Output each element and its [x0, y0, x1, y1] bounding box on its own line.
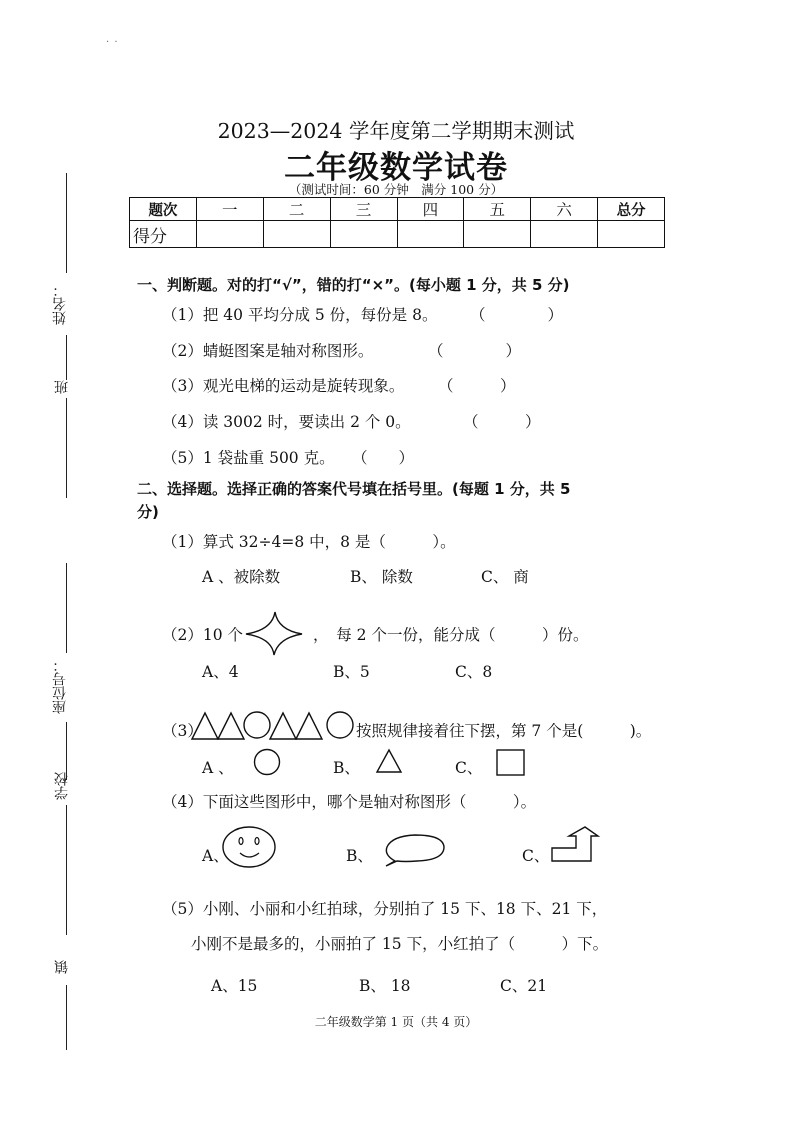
q5-text-line2: 小刚不是最多的，小丽拍了 15 下，小红拍了（ ）下。 [191, 935, 609, 953]
q1-option-a[interactable]: A 、被除数 [202, 568, 281, 586]
score-header-cell: 题次 [130, 198, 197, 221]
header-dots: . . [106, 34, 119, 45]
q5-option-b[interactable]: B、 18 [359, 977, 411, 995]
score-table-score-row [130, 221, 665, 248]
q3-option-c[interactable]: C、 [455, 759, 483, 777]
score-header-cell: 三 [330, 198, 397, 221]
section2-heading: 二、选择题。选择正确的答案代号填在括号里。(每题 1 分，共 5 [137, 480, 571, 498]
score-header-cell: 二 [263, 198, 330, 221]
q1-option-c[interactable]: C、 商 [481, 568, 529, 586]
exam-time-note: （测试时间：60 分钟 满分 100 分） [288, 182, 504, 197]
s1-answer-5[interactable]: （ ） [352, 449, 415, 467]
s1-item-5: （5）1 袋盐重 500 克。 [162, 449, 335, 467]
margin-line [66, 563, 67, 653]
school-label: 学校 [54, 772, 70, 800]
score-header-cell: 四 [397, 198, 464, 221]
q2-prefix: （2）10 个 [162, 626, 244, 644]
margin-line [66, 805, 67, 935]
q4-option-c[interactable]: C、 [522, 847, 550, 865]
score-cell[interactable] [464, 221, 531, 248]
q3-suffix: 按照规律接着往下摆，第 7 个是( )。 [356, 722, 652, 740]
s1-answer-1[interactable]: （ ） [470, 306, 564, 324]
margin-line [66, 335, 67, 380]
s1-item-4: （4）读 3002 时，要读出 2 个 0。 [162, 413, 411, 431]
score-header-cell: 总分 [598, 198, 665, 221]
q2-suffix: ， 每 2 个一份，能分成（ ）份。 [313, 626, 589, 644]
score-cell[interactable] [397, 221, 464, 248]
q2-option-a[interactable]: A、4 [202, 663, 239, 681]
s1-answer-3[interactable]: （ ） [438, 377, 516, 395]
s1-item-2: （2）蜻蜓图案是轴对称图形。 [162, 342, 374, 360]
q4-text: （4）下面这些图形中，哪个是轴对称图形（ ）。 [162, 793, 537, 811]
shape-sequence [190, 710, 356, 742]
triangle-icon [296, 713, 322, 739]
score-cell[interactable] [196, 221, 263, 248]
exam-title: 二年级数学试卷 [284, 150, 508, 186]
name-label: 姓名： [52, 283, 68, 325]
score-table-header-row [130, 198, 665, 221]
town-label: 镇 [54, 960, 70, 974]
triangle-option-icon [375, 748, 405, 774]
score-header-cell: 五 [464, 198, 531, 221]
circle-option-icon [253, 749, 283, 777]
q5-text-line1: （5）小刚、小丽和小红拍球，分别拍了 15 下、18 下、21 下， [162, 900, 608, 918]
class-label: 班 [54, 380, 70, 394]
q2-option-b[interactable]: B、5 [333, 663, 370, 681]
circle-icon [327, 712, 353, 738]
q3-option-b[interactable]: B、 [333, 759, 360, 777]
score-header-cell: 六 [531, 198, 598, 221]
q5-option-a[interactable]: A、15 [211, 977, 258, 995]
circle-icon [244, 712, 270, 738]
s1-item-1: （1）把 40 平均分成 5 份，每份是 8。 [162, 306, 438, 324]
s1-answer-2[interactable]: （ ） [428, 342, 522, 360]
q2-option-c[interactable]: C、8 [455, 663, 493, 681]
score-cell[interactable] [598, 221, 665, 248]
q1-text: （1）算式 32÷4=8 中，8 是（ ）。 [162, 533, 456, 551]
margin-line [66, 398, 67, 498]
triangle-icon [218, 713, 244, 739]
score-row-label: 得分 [130, 221, 197, 248]
smiley-face-icon [222, 826, 278, 870]
score-cell[interactable] [330, 221, 397, 248]
q4-option-a[interactable]: A、 [202, 847, 229, 865]
score-table [129, 197, 665, 248]
exam-period-title: 2023—2024 学年度第二学期期末测试 [217, 119, 575, 143]
speech-bubble-icon [383, 833, 447, 869]
section1-heading: 一、判断题。对的打“√”，错的打“×”。(每小题 1 分，共 5 分) [137, 276, 570, 294]
q5-option-c[interactable]: C、21 [500, 977, 548, 995]
score-header-cell: 一 [196, 198, 263, 221]
score-cell[interactable] [263, 221, 330, 248]
triangle-icon [192, 713, 218, 739]
section2-heading-cont: 分) [137, 503, 159, 521]
four-point-star-icon [245, 610, 303, 656]
q3-option-a[interactable]: A 、 [202, 759, 234, 777]
page-footer: 二年级数学第 1 页（共 4 页） [314, 1015, 478, 1029]
seat-label: 座位号： [52, 658, 68, 714]
q1-option-b[interactable]: B、 除数 [350, 568, 413, 586]
q4-option-b[interactable]: B、 [346, 847, 373, 865]
s1-answer-4[interactable]: （ ） [463, 413, 541, 431]
score-cell[interactable] [531, 221, 598, 248]
square-option-icon [496, 749, 526, 777]
arrow-shape-icon [550, 826, 600, 864]
triangle-icon [270, 713, 296, 739]
s1-item-3: （3）观光电梯的运动是旋转现象。 [162, 377, 405, 395]
q3-prefix: （3） [162, 722, 203, 740]
